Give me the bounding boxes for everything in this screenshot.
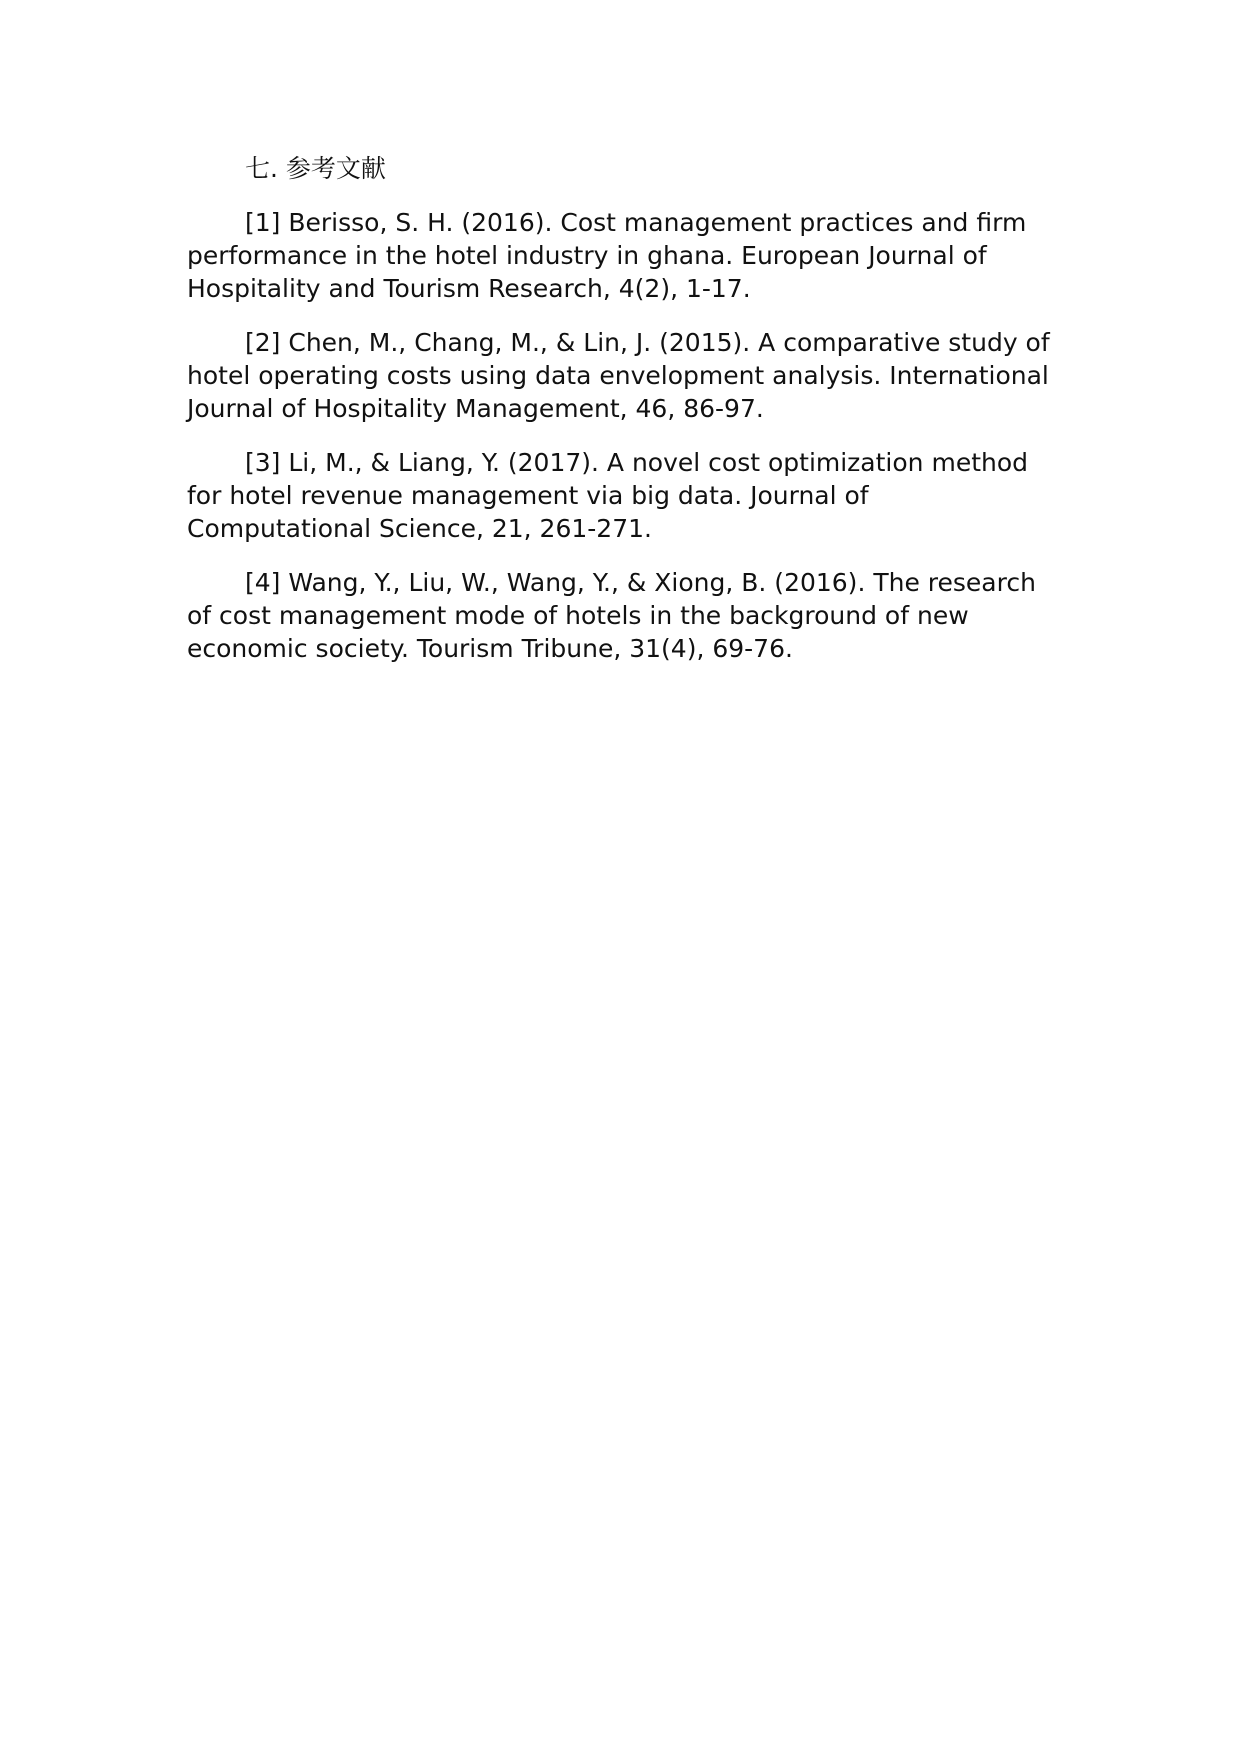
reference-item: [3] Li, M., & Liang, Y. (2017). A novel cost optimization method for hotel revenue management via big data. Journal of Computational Science, 21, 261-271.	[187, 448, 1029, 543]
reference-item: [4] Wang, Y., Liu, W., Wang, Y., & Xiong, B. (2016). The research of cost management mode of hotels in the background of new economic society. Tourism Tribune, 31(4), 69-76.	[187, 568, 1036, 663]
references-section	[187, 152, 1057, 686]
reference-item: [1] Berisso, S. H. (2016). Cost management practices and firm performance in the hotel industry in ghana. European Journal of Hospitality and Tourism Research, 4(2), 1-17.	[187, 208, 1027, 303]
reference-item: [2] Chen, M., Chang, M., & Lin, J. (2015). A comparative study of hotel operating costs using data envelopment analysis. International Journal of Hospitality Management, 46, 86-97.	[187, 328, 1050, 423]
section-heading: 七. 参考文献	[245, 154, 386, 183]
